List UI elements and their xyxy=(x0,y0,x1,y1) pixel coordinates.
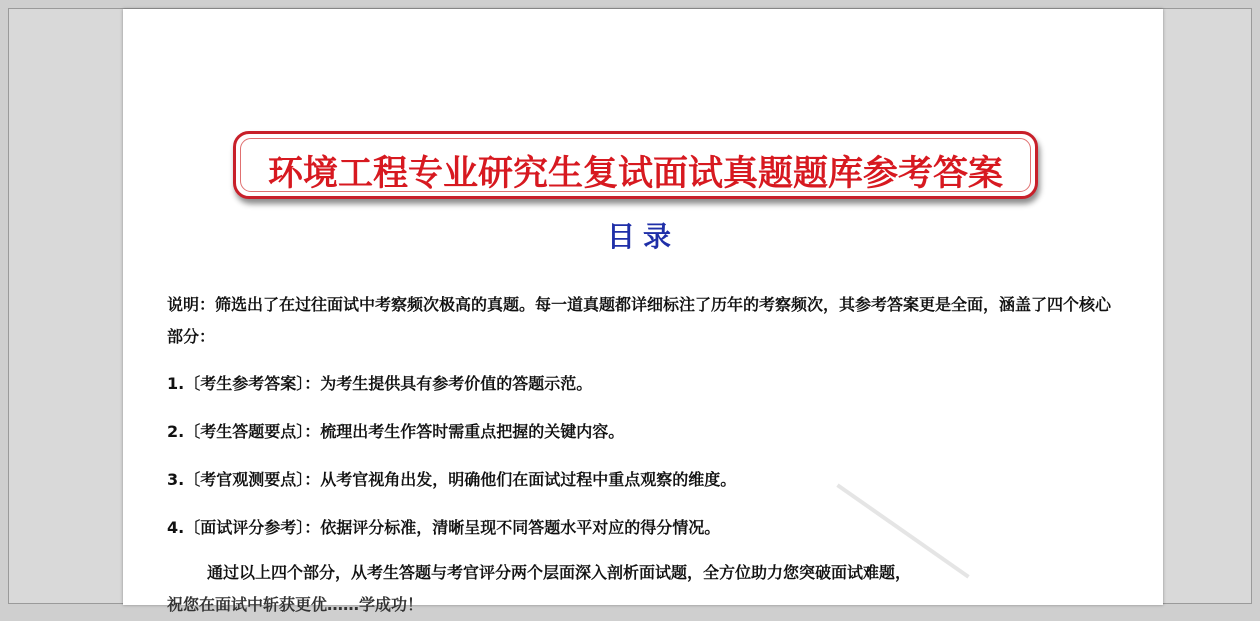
toc-heading: 目录 xyxy=(606,220,679,253)
list-item-text: 〔考生答题要点〕：梳理出考生作答时需重点把握的关键内容。 xyxy=(184,422,625,441)
document-viewer[interactable] xyxy=(8,8,1252,614)
document-page[interactable] xyxy=(123,9,1163,614)
list-item xyxy=(167,371,1117,394)
list-item-text: 〔考官观测要点〕：从考官视角出发，明确他们在面试过程中重点观察的维度。 xyxy=(184,470,737,489)
intro-paragraph: 说明：筛选出了在过往面试中考察频次极高的真题。每一道真题都详细标注了历年的考察频次，其参考答案更是全面，涵盖了四个核心部分： xyxy=(167,295,1112,346)
list-item xyxy=(167,467,1117,490)
list-item-number: 1. xyxy=(167,374,185,393)
list-item xyxy=(167,419,1117,442)
list-item-number: 2. xyxy=(167,422,185,441)
list-item xyxy=(167,515,1117,538)
list-item-number: 3. xyxy=(167,470,185,489)
list-item-text: 〔考生参考答案〕：为考生提供具有参考价值的答题示范。 xyxy=(184,374,593,393)
closing-text-partial: 祝您在面试中斩获更优……学成功！ xyxy=(167,595,424,614)
closing-text: 通过以上四个部分，从考生答题与考官评分两个层面深入剖析面试题，全方位助力您突破面试难题， xyxy=(207,563,912,582)
list-item-number: 4. xyxy=(167,518,185,537)
closing-paragraph xyxy=(167,557,1117,621)
list-item-text: 〔面试评分参考〕：依据评分标准，清晰呈现不同答题水平对应的得分情况。 xyxy=(184,518,721,537)
title-banner xyxy=(233,131,1038,199)
document-title: 环境工程专业研究生复试面试真题题库参考答案 xyxy=(267,153,1003,194)
